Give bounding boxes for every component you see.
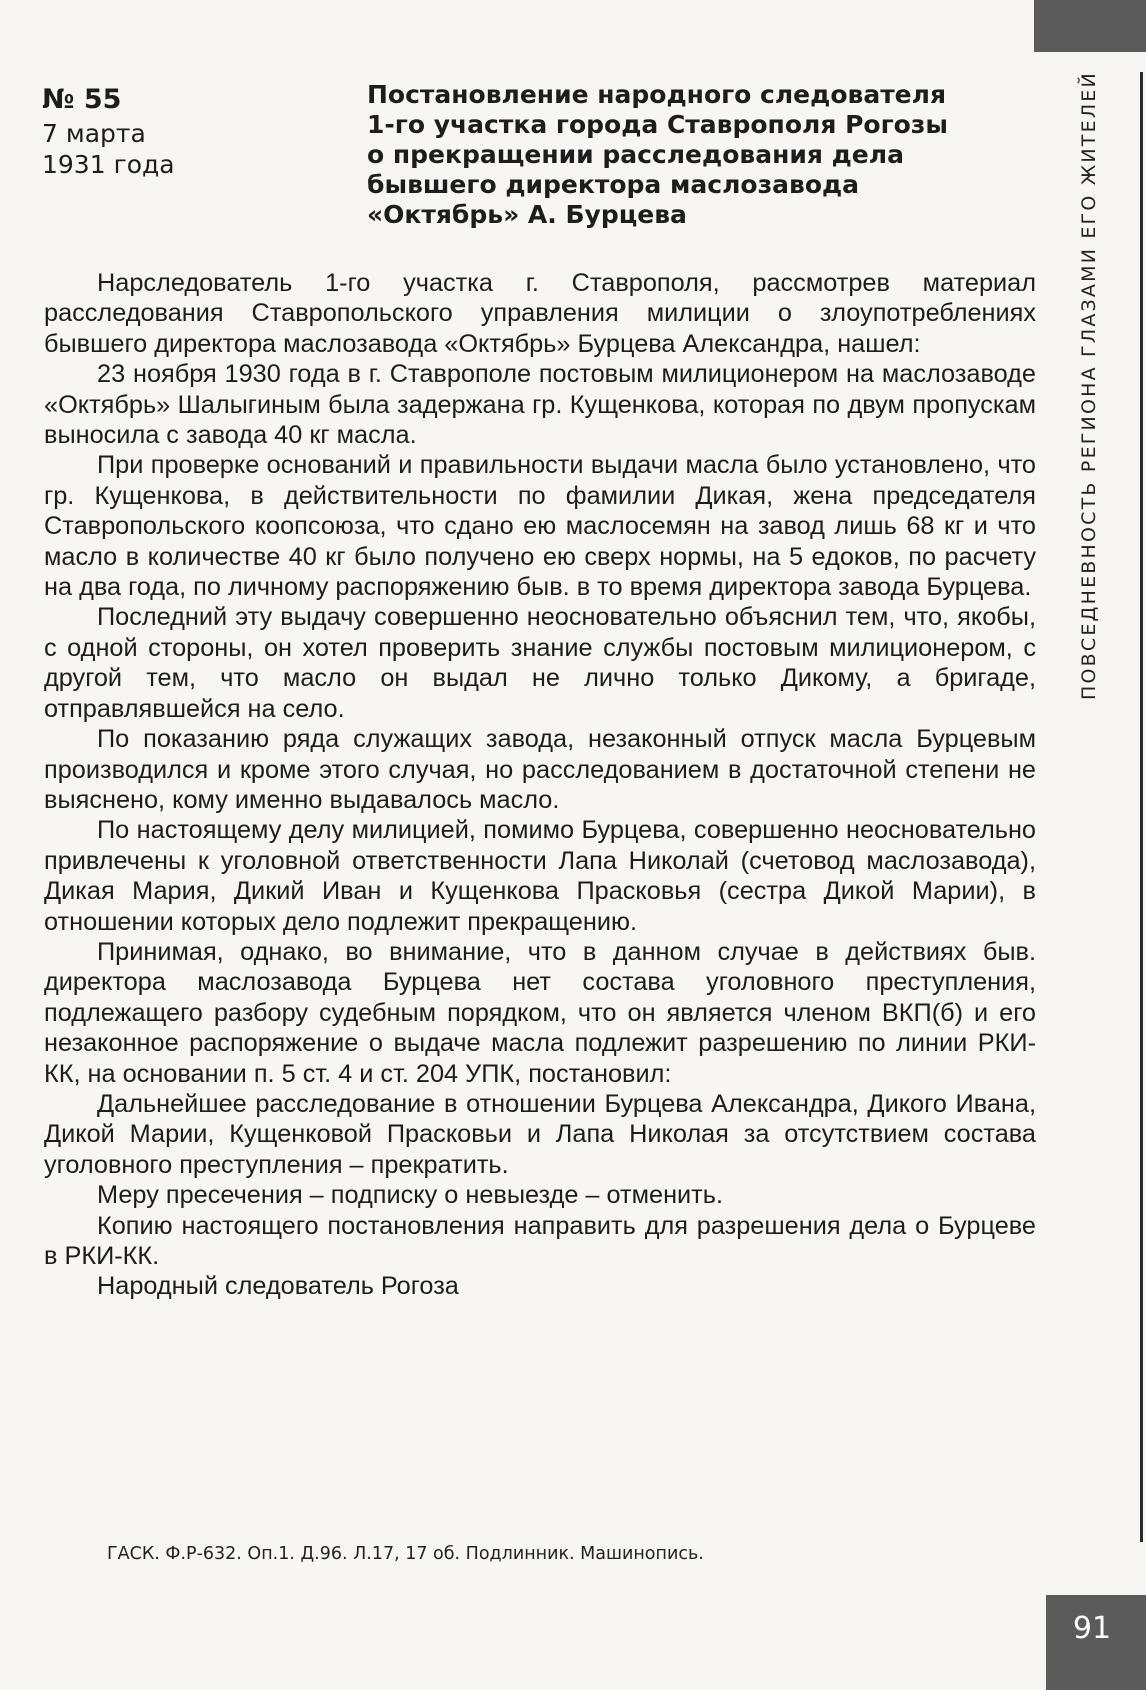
document-number: № 55 [42,84,122,115]
title-line: бывшего директора маслозавода [367,170,860,199]
top-tab-decoration [1034,0,1146,52]
page-number: 91 [1072,1611,1112,1646]
body-paragraph: При проверке оснований и правильности выдачи масла было установлено, что гр. Кущенкова, в действительности по фамилии Дикая, жена председателя Ставропольского коопсоюза, что сдано ею маслосемян на завод лишь 68 кг и что масло в количестве 40 кг было получено ею сверх нормы, на 5 едоков, по расчету на два года, по личному распоряжению быв. в то время директора завода Бурцева. [44,451,1036,602]
document-body [44,268,1036,1302]
title-line: «Октябрь» А. Бурцева [367,200,687,229]
document-title [367,80,987,230]
page-number-tab [1046,1595,1146,1690]
title-line: 1-го участка города Ставрополя Рогозы [367,110,948,139]
signature: Народный следователь Рогоза [97,1272,459,1301]
body-paragraph: Дальнейшее расследование в отношении Бурцева Александра, Дикого Ивана, Дикой Марии, Кущенковой Прасковьи и Лапа Николая за отсутствием состава уголовного преступления – прекратить. [44,1089,1036,1179]
body-paragraph: По показанию ряда служащих завода, незаконный отпуск масла Бурцевым производился и кроме этого случая, но расследованием в достаточной степени не выяснено, кому именно выдавалось масло. [44,725,1036,814]
body-paragraph: 23 ноября 1930 года в г. Ставрополе постовым милиционером на маслозаводе «Октябрь» Шалыгиным была задержана гр. Кущенкова, которая по двум пропускам выносила с завода 40 кг масла. [44,360,1036,450]
body-paragraph: Нарследователь 1-го участка г. Ставрополя, рассмотрев материал расследования Ставропольского управления милиции о злоупотреблениях бывшего директора маслозавода «Октябрь» Бурцева Александра, нашел: [44,269,1036,358]
body-paragraph: Принимая, однако, во внимание, что в данном случае в действиях быв. директора маслозавода Бурцева нет состава уголовного преступления, подлежащего разбору судебным порядком, что он является членом ВКП(б) и его незаконное распоряжение о выдаче масла подлежит разрешению по линии РКИ-КК, на основании п. 5 ст. 4 и ст. 204 УПК, постановил: [44,937,1036,1088]
running-header-vertical: ПОВСЕДНЕВНОСТЬ РЕГИОНА ГЛАЗАМИ ЕГО ЖИТЕЛЕЙ [1078,71,1100,700]
archive-source-note: ГАСК. Ф.Р-632. Оп.1. Д.96. Л.17, 17 об. Подлинник. Машинопись. [107,1544,704,1564]
title-line: Постановление народного следователя [367,80,947,109]
body-paragraph: Последний эту выдачу совершенно неосновательно объяснил тем, что, якобы, с одной стороны, он хотел проверить знание службы постовым милиционером, с другой тем, что масло он выдал не лично только Дикому, а бригаде, отправлявшейся на село. [44,603,1036,723]
body-paragraph: Меру пресечения – подписку о невыезде – отменить. [97,1181,723,1210]
document-date: 7 марта 1931 года [42,119,175,179]
margin-rule [1140,72,1143,1542]
body-paragraph: По настоящему делу милицией, помимо Бурцева, совершенно неосновательно привлечены к уголовной ответственности Лапа Николай (счетовод маслозавода), Дикая Мария, Дикий Иван и Кущенкова Прасковья (сестра Дикой Марии), в отношении которых дело подлежит прекращению. [44,816,1036,936]
body-paragraph: Копию настоящего постановления направить для разрешения дела о Бурцеве в РКИ-КК. [44,1211,1036,1270]
title-line: о прекращении расследования дела [367,140,904,169]
